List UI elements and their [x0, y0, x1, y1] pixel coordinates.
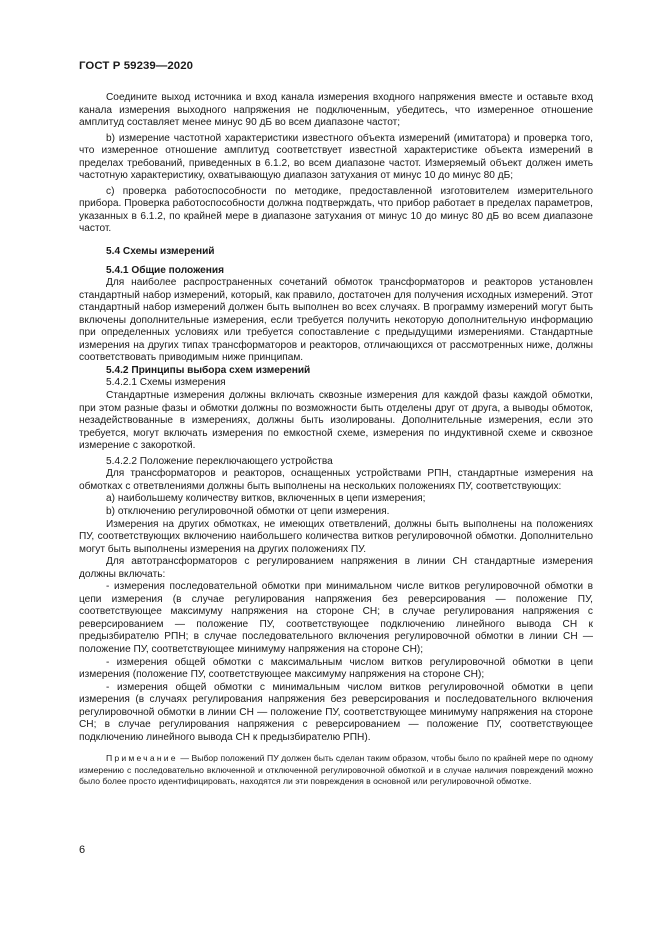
section-heading-5-4-2-2: 5.4.2.2 Положение переключающего устройства — [106, 455, 333, 467]
paragraph-autotransformers: Для автотрансформаторов с регулированием напряжения в линии СН стандартные измерения должны включать: — [79, 556, 593, 580]
page-number: 6 — [79, 844, 86, 856]
document-body — [79, 92, 593, 787]
section-heading-5-4-2: 5.4.2 Принципы выбора схем измерений — [106, 364, 311, 376]
list-item-series-winding: - измерения последовательной обмотки при минимальном числе витков регулировочной обмотки в цепи измерения (в случае регулирования напряжения без реверсирования — положение ПУ, соответствующее максимуму напряжения на стороне СН; в случае регулирования напряжения с реверсированием — положение ПУ, соответствующее подключению линейного вывода СН к предызбирателю РПН; в случае последовательного включения регулировочной обмотки в линии СН — положение ПУ, соответствующее минимуму напряжения на стороне СН); — [79, 581, 593, 655]
section-heading-5-4-2-1: 5.4.2.1 Схемы измерения — [106, 377, 226, 389]
paragraph-item-c-operability: c) проверка работоспособности по методике, предоставленной изготовителем измерительного прибора. Проверка работоспособности должна подтверждать, что прибор работает в пределах параметров, указанных в 6.1.2, по крайней мере в диапазоне затухания от минус 10 до минус 80 дБ во всем диапазоне частот. — [79, 185, 593, 235]
paragraph-tap-changer-intro: Для трансформаторов и реакторов, оснащенных устройствами РПН, стандартные измерения на обмотках с ответвлениями должны быть выполнены на нескольких положениях ПУ, соответствующих: — [79, 468, 593, 492]
list-item-a: a) наибольшему количеству витков, включенных в цепи измерения; — [106, 493, 426, 505]
section-heading-5-4-1: 5.4.1 Общие положения — [106, 264, 224, 276]
note-text: — Выбор положений ПУ должен быть сделан таким образом, чтобы было по крайней мере по одному измерению с последовательно включенной и отключенной регулировочной обмоткой и в случае наличия повреждений можно было более просто идентифицировать, находятся ли эти повреждения в основной или регулировочной обмотке. — [79, 753, 593, 786]
paragraph-general-provisions: Для наиболее распространенных сочетаний обмоток трансформаторов и реакторов установлен стандартный набор измерений, который, как правило, достаточен для получения исходных измерений. Этот стандартный набор измерений должен быть выполнен во всех случаях. В программу измерений могут быть включены дополнительные измерения, если требуется получить некоторую дополнительную информацию при определенных условиях или требуется сопоставление с предыдущими измерениями. Стандартные измерения на других типах трансформаторов и реакторов, отличающихся от рассмотренных ниже, должны соответствовать приводимым ниже принципам. — [79, 277, 593, 364]
list-item-common-winding-min: - измерения общей обмотки с минимальным числом витков регулировочной обмотки в цепи измерения (в случаях регулирования напряжения без реверсирования и последовательного включения регулировочной обмотки в линии СН — положение ПУ, соответствующее минимуму напряжения на стороне СН; в случае регулирования напряжения с реверсированием — положение ПУ, соответствующее подключению линейного вывода СН к предызбирателю РПН). — [79, 681, 593, 743]
section-heading-5-4: 5.4 Схемы измерений — [106, 246, 215, 258]
paragraph-source-check: Соедините выход источника и вход канала измерения входного напряжения вместе и оставьте вход канала измерения выходного напряжения не подключенным, убедитесь, что измеренное отношение амплитуд составляет менее минус 90 дБ во всем диапазоне частот; — [79, 92, 593, 129]
note-label: Примечание — [106, 753, 178, 764]
note-paragraph — [79, 753, 593, 787]
standard-header: ГОСТ Р 59239—2020 — [79, 60, 194, 72]
paragraph-measurement-schemes: Стандартные измерения должны включать сквозные измерения для каждой фазы каждой обмотки, при этом разные фазы и обмотки должны по возможности быть отделены друг от друга, а выводы обмоток, незадействованные в измерениях, должны быть изолированы. Дополнительные измерения, если это требуется, могут включать измерения по емкостной схеме, измерения по индуктивной схеме и сквозное измерение с закороткой. — [79, 390, 593, 452]
list-item-b: b) отключению регулировочной обмотки от цепи измерения. — [106, 505, 390, 517]
paragraph-other-windings: Измерения на других обмотках, не имеющих ответвлений, должны быть выполнены на положениях ПУ, соответствующих включению наибольшего количества витков регулировочной обмотки. Дополнительно могут быть выполнены измерения на других положениях ПУ. — [79, 518, 593, 555]
paragraph-item-b-frequency-response: b) измерение частотной характеристики известного объекта измерений (имитатора) и проверка того, что измеренное отношение амплитуд соответствует известной характеристике объекта измерений в пределах требований, приведенных в 6.1.2, во всем диапазоне частот. Измеряемый объект должен иметь частотную характеристику, охватывающую диапазон затухания от минус 10 до минус 80 дБ; — [79, 132, 593, 182]
list-item-common-winding-max: - измерения общей обмотки с максимальным числом витков регулировочной обмотки в цепи измерения (положение ПУ, соответствующее максимуму напряжения на стороне СН); — [79, 656, 593, 681]
